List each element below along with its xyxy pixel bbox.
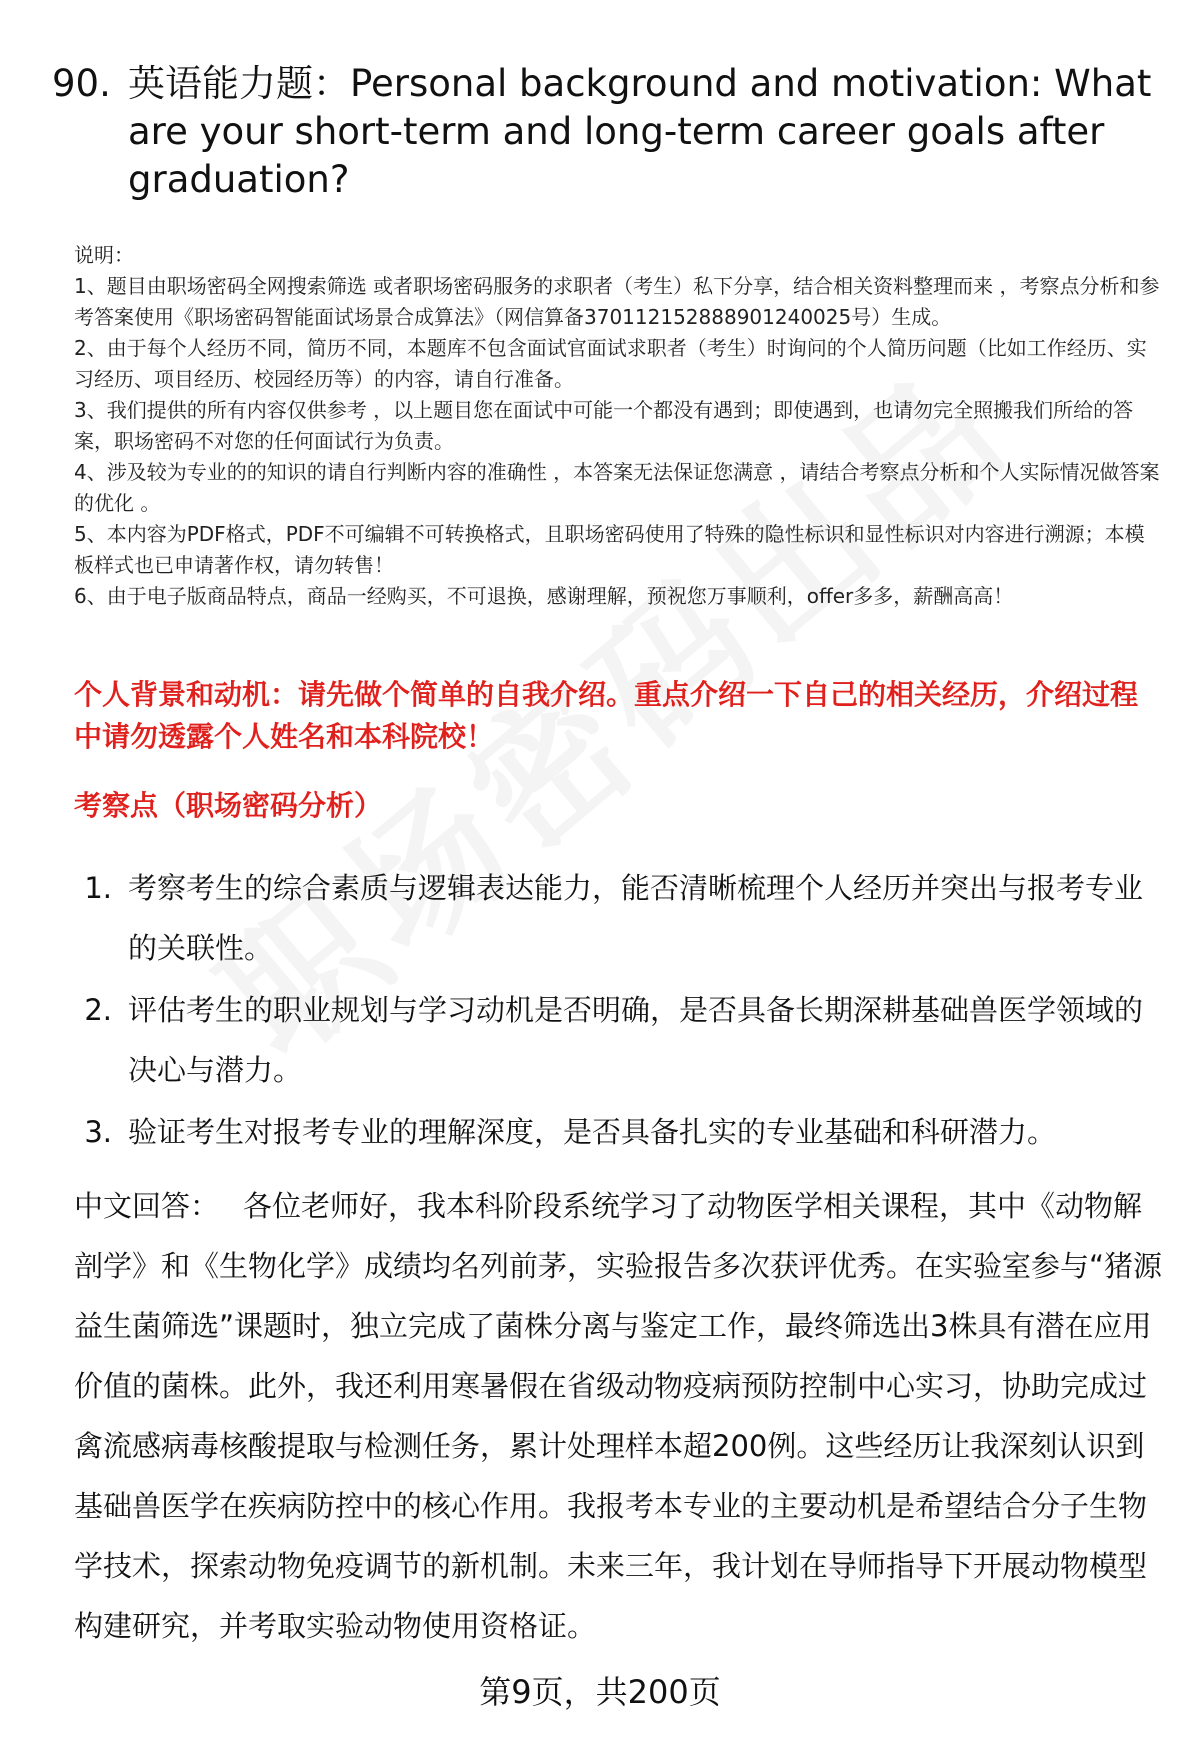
- analysis-point: [74, 858, 1164, 978]
- notes-heading: 说明：: [74, 243, 134, 267]
- note-item: 2、由于每个人经历不同，简历不同，本题库不包含面试官面试求职者（考生）时询问的个人简历问题（比如工作经历、实习经历、项目经历、校园经历等）的内容，请自行准备。: [74, 336, 1147, 391]
- analysis-points: [74, 858, 1164, 1164]
- note-item: 1、题目由职场密码全网搜索筛选 或者职场密码服务的求职者（考生）私下分享，结合相关资料整理而来 ，考察点分析和参考答案使用《职场密码智能面试场景合成算法》（网信算备370112152888901240025号）生成。: [74, 274, 1160, 329]
- chinese-answer: [74, 1176, 1164, 1656]
- point-text: 验证考生对报考专业的理解深度，是否具备扎实的专业基础和科研潜力。: [128, 1115, 1057, 1149]
- question-text: 英语能力题：Personal background and motivation: What are your short-term and long-term career goals after graduation?: [128, 62, 1152, 201]
- analysis-point: [74, 1102, 1164, 1162]
- point-number: 1.: [84, 871, 112, 905]
- note-item: 5、本内容为PDF格式，PDF不可编辑不可转换格式，且职场密码使用了特殊的隐性标识和显性标识对内容进行溯源；本模板样式也已申请著作权，请勿转售！: [74, 522, 1145, 577]
- note-item: 4、涉及较为专业的的知识的请自行判断内容的准确性 ，本答案无法保证您满意 ，请结合考察点分析和个人实际情况做答案的优化 。: [74, 460, 1160, 515]
- point-number: 2.: [84, 993, 112, 1027]
- answer-text: 各位老师好，我本科阶段系统学习了动物医学相关课程，其中《动物解剖学》和《生物化学》成绩均名列前茅，实验报告多次获评优秀。在实验室参与“猪源益生菌筛选”课题时，独立完成了菌株分离与鉴定工作，最终筛选出3株具有潜在应用价值的菌株。此外，我还利用寒暑假在省级动物疫病预防控制中心实习，协助完成过禽流感病毒核酸提取与检测任务，累计处理样本超200例。这些经历让我深刻认识到基础兽医学在疾病防控中的核心作用。我报考本专业的主要动机是希望结合分子生物学技术，探索动物免疫调节的新机制。未来三年，我计划在导师指导下开展动物模型构建研究，并考取实验动物使用资格证。: [74, 1189, 1163, 1643]
- point-text: 评估考生的职业规划与学习动机是否明确，是否具备长期深耕基础兽医学领域的决心与潜力。: [128, 993, 1144, 1087]
- point-text: 考察考生的综合素质与逻辑表达能力，能否清晰梳理个人经历并突出与报考专业的关联性。: [128, 871, 1144, 965]
- analysis-section-title: 考察点（职场密码分析）: [74, 789, 383, 822]
- question-number: 90.: [52, 62, 111, 105]
- page-footer: 第9页，共200页: [479, 1673, 721, 1711]
- note-item: 6、由于电子版商品特点，商品一经购买，不可退换，感谢理解，预祝您万事顺利，offer多多，薪酬高高！: [74, 584, 1014, 608]
- point-number: 3.: [84, 1115, 112, 1149]
- note-item: 3、我们提供的所有内容仅供参考 ，以上题目您在面试中可能一个都没有遇到；即使遇到，也请勿完全照搬我们所给的答案，职场密码不对您的任何面试行为负责。: [74, 398, 1134, 453]
- analysis-point: [74, 980, 1164, 1100]
- question-heading: [52, 60, 1152, 204]
- answer-label: 中文回答：: [74, 1189, 220, 1223]
- notes-section: [74, 240, 1164, 612]
- topic-highlight: 个人背景和动机：请先做个简单的自我介绍。重点介绍一下自己的相关经历，介绍过程中请勿透露个人姓名和本科院校！: [74, 678, 1139, 753]
